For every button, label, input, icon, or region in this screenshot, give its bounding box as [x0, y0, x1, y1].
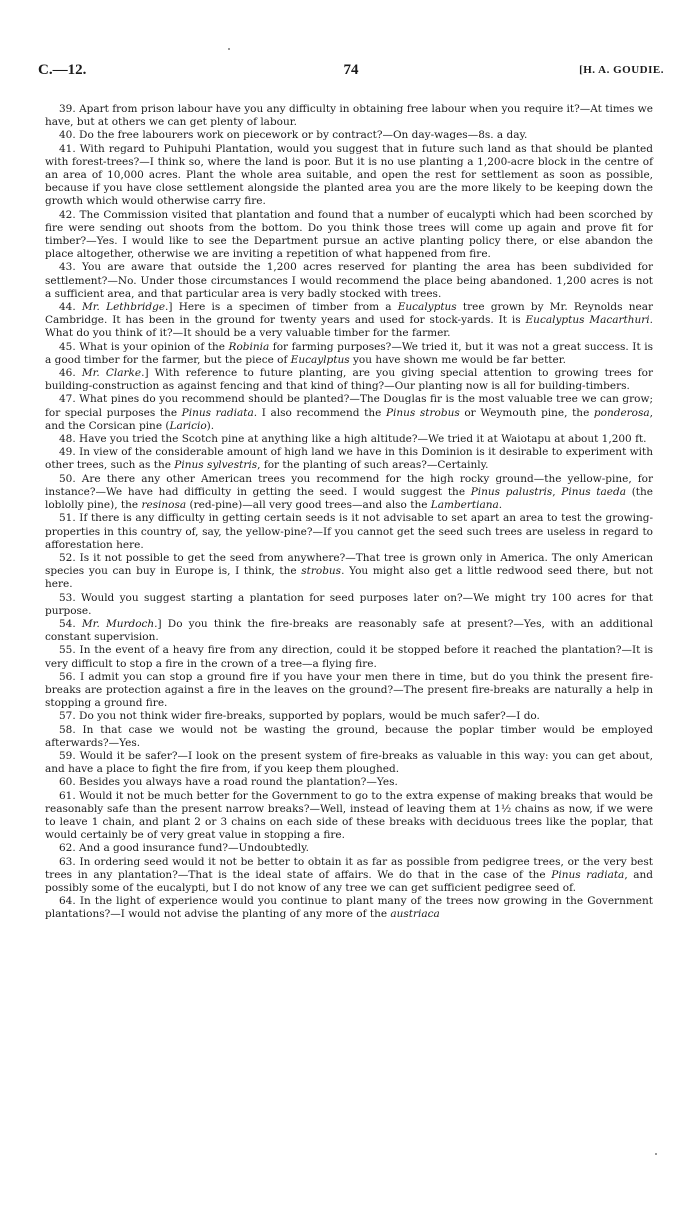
question-answer-paragraph: 64. In the light of experience would you continue to plant many of the trees now growing in the Government plantations?—I would not advise the planting of any more of the austriaca	[45, 895, 653, 921]
question-answer-paragraph: 52. Is it not possible to get the seed from anywhere?—That tree is grown only in America. The only American species you can buy in Europe is, I think, the strobus. You might also get a little redwood seed there, but not here.	[45, 551, 653, 591]
speck-mark	[655, 1153, 657, 1155]
document-code: C.—12.	[38, 62, 87, 78]
question-answer-paragraph: 51. If there is any difficulty in getting certain seeds is it not advisable to set apart an area to test the growing-properties in this country of, say, the yellow-pine?—If you cannot get the seed such trees are useless in regard to afforestation here.	[45, 512, 653, 551]
question-answer-paragraph: 49. In view of the considerable amount of high land we have in this Dominion is it desirable to experiment with other trees, such as the Pinus sylvestris, for the planting of such areas?—Certainly.	[45, 446, 653, 472]
question-answer-paragraph: 50. Are there any other American trees you recommend for the high rocky ground—the yellow-pine, for instance?—We have had difficulty in getting the seed. I would suggest the Pinus palustris, Pinus taeda (the loblolly pine), the resinosa (red-pine)—all very good trees—and also the Lambertiana.	[45, 472, 653, 512]
question-answer-paragraph: 39. Apart from prison labour have you any difficulty in obtaining free labour when you require it?—At times we have, but at others we can get plenty of labour.	[45, 103, 653, 129]
question-answer-paragraph: 42. The Commission visited that plantation and found that a number of eucalypti which had been scorched by fire were sending out shoots from the bottom. Do you think those trees will come up again and prove fit for timber?—Yes. I would like to see the Department pursue an active planting policy there, or else abandon the place altogether, otherwise we are inviting a repetition of what happened from fire.	[45, 208, 653, 261]
question-answer-paragraph: 60. Besides you always have a road round the plantation?—Yes.	[59, 776, 398, 789]
question-answer-paragraph: 40. Do the free labourers work on piecework or by contract?—On day-wages—8s. a day.	[59, 129, 528, 142]
question-answer-paragraph: 61. Would it not be much better for the Government to go to the extra expense of making breaks that would be reasonably safe than the present narrow breaks?—Well, instead of leaving them at 1½ chains as now, if we were to leave 1 chain, and plant 2 or 3 chains on each side of these breaks with deciduous trees like the poplar, that would certainly be of very great value in stopping a fire.	[45, 789, 653, 842]
question-answer-paragraph: 57. Do you not think wider fire-breaks, supported by poplars, would be much safer?—I do.	[59, 710, 540, 723]
question-answer-paragraph: 53. Would you suggest starting a plantation for seed purposes later on?—We might try 100 acres for that purpose.	[45, 591, 653, 617]
question-answer-paragraph: 46. Mr. Clarke.] With reference to future planting, are you giving special attention to growing trees for building-construction as against fencing and that kind of thing?—Our planting now is all for building-timbers.	[45, 367, 653, 393]
question-answer-paragraph: 54. Mr. Murdoch.] Do you think the fire-breaks are reasonably safe at present?—Yes, with an additional constant supervision.	[45, 617, 653, 644]
question-answer-paragraph: 62. And a good insurance fund?—Undoubtedly.	[59, 842, 309, 855]
question-answer-paragraph: 45. What is your opinion of the Robinia for farming purposes?—We tried it, but it was not a great success. It is a good timber for the farmer, but the piece of Eucaylptus you have shown me would be far better.	[45, 340, 653, 366]
witness-name: [H. A. GOUDIE.	[579, 64, 664, 76]
question-answer-paragraph: 56. I admit you can stop a ground fire if you have your men there in time, but do you think the present fire-breaks are protection against a fire in the leaves on the ground?—The present fire-breaks are naturally a help in stopping a ground fire.	[45, 670, 653, 710]
question-answer-paragraph: 44. Mr. Lethbridge.] Here is a specimen of timber from a Eucalyptus tree grown by Mr. Reynolds near Cambridge. It has been in the ground for twenty years and used for stock-yards. It is Eucalyptus Macarthuri. What do you think of it?—It should be a very valuable timber for the farmer.	[45, 301, 653, 340]
speck-mark	[228, 48, 230, 50]
question-answer-paragraph: 47. What pines do you recommend should be planted?—The Douglas fir is the most valuable tree we can grow; for special purposes the Pinus radiata. I also recommend the Pinus strobus or Weymouth pine, the ponderosa, and the Corsican pine (Laricio).	[45, 393, 653, 432]
testimony-body	[45, 103, 653, 922]
question-answer-paragraph: 59. Would it be safer?—I look on the present system of fire-breaks as valuable in this way: you can get about, and have a place to fight the fire from, if you keep them ploughed.	[45, 749, 653, 776]
question-answer-paragraph: 63. In ordering seed would it not be better to obtain it as far as possible from pedigree trees, or the very best trees in any plantation?—That is the ideal state of affairs. We do that in the case of the Pinus radiata, and possibly some of the eucalypti, but I do not know of any tree we can get sufficient pedigree seed of.	[45, 855, 654, 894]
page-header	[38, 62, 664, 84]
page-number: 74	[343, 62, 359, 78]
question-answer-paragraph: 58. In that case we would not be wasting the ground, because the poplar timber would be employed afterwards?—Yes.	[45, 723, 653, 749]
question-answer-paragraph: 43. You are aware that outside the 1,200 acres reserved for planting the area has been subdivided for settlement?—No. Under those circumstances I would recommend the place being abandoned. 1,200 acres is not a sufficient area, and that particular area is very badly stocked with trees.	[45, 261, 653, 300]
question-answer-paragraph: 48. Have you tried the Scotch pine at anything like a high altitude?—We tried it at Waiotapu at about 1,200 ft.	[59, 433, 647, 446]
question-answer-paragraph: 41. With regard to Puhipuhi Plantation, would you suggest that in future such land as that should be planted with forest-trees?—I think so, where the land is poor. But it is no use planting a 1,200-acre block in the centre of an area of 10,000 acres. Plant the whole area suitable, and open the rest for settlement as soon as possible, because if you have close settlement alongside the planted area you are the more likely to be keeping down the growth which would otherwise carry fire.	[45, 142, 653, 208]
question-answer-paragraph: 55. In the event of a heavy fire from any direction, could it be stopped before it reached the plantation?—It is very difficult to stop a fire in the crown of a tree—a flying fire.	[45, 644, 653, 670]
